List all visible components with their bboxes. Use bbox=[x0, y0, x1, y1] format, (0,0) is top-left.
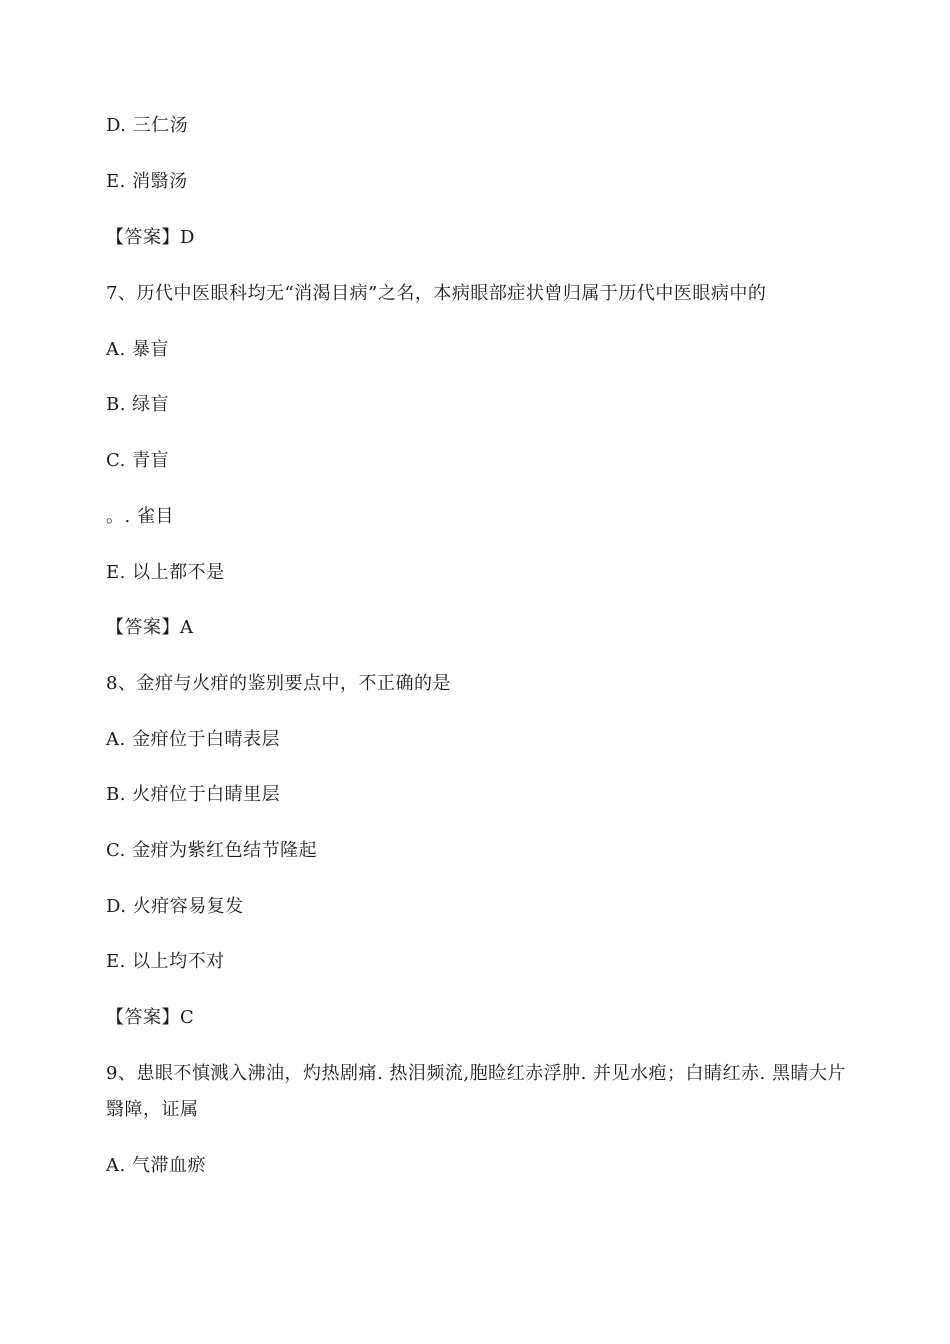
option-c-q8: C. 金疳为紫红色结节隆起 bbox=[106, 840, 318, 861]
question-8: 8、金疳与火疳的鉴别要点中，不正确的是 bbox=[106, 673, 451, 694]
option-e-q7: E. 以上都不是 bbox=[106, 562, 225, 583]
answer-q6: 【答案】D bbox=[106, 227, 195, 248]
option-a-q8: A. 金疳位于白晴表层 bbox=[106, 729, 280, 750]
option-d-q8: D. 火疳容易复发 bbox=[106, 896, 244, 917]
option-d-q7: 。. 雀目 bbox=[106, 506, 174, 527]
option-a-q7: A. 暴盲 bbox=[106, 339, 169, 360]
question-7: 7、历代中医眼科均无“消渴目病”之名，本病眼部症状曾归属于历代中医眼病中的 bbox=[106, 283, 767, 304]
option-a-q9: A. 气滞血瘀 bbox=[106, 1155, 206, 1176]
answer-q8: 【答案】C bbox=[106, 1007, 195, 1028]
option-b-q7: B. 绿盲 bbox=[106, 394, 170, 415]
option-c-q7: C. 青盲 bbox=[106, 450, 170, 471]
option-e-q8: E. 以上均不对 bbox=[106, 951, 225, 972]
answer-q7: 【答案】A bbox=[106, 617, 194, 638]
option-d-q6: D. 三仁汤 bbox=[106, 115, 189, 136]
option-b-q8: B. 火疳位于白睛里层 bbox=[106, 784, 281, 805]
question-9: 9、患眼不慎溅入沸油，灼热剧痛. 热泪频流,胞睑红赤浮肿. 并见水疱；白睛红赤. 黑睛大片翳障，证属 bbox=[106, 1063, 846, 1120]
option-e-q6: E. 消翳汤 bbox=[106, 171, 188, 192]
